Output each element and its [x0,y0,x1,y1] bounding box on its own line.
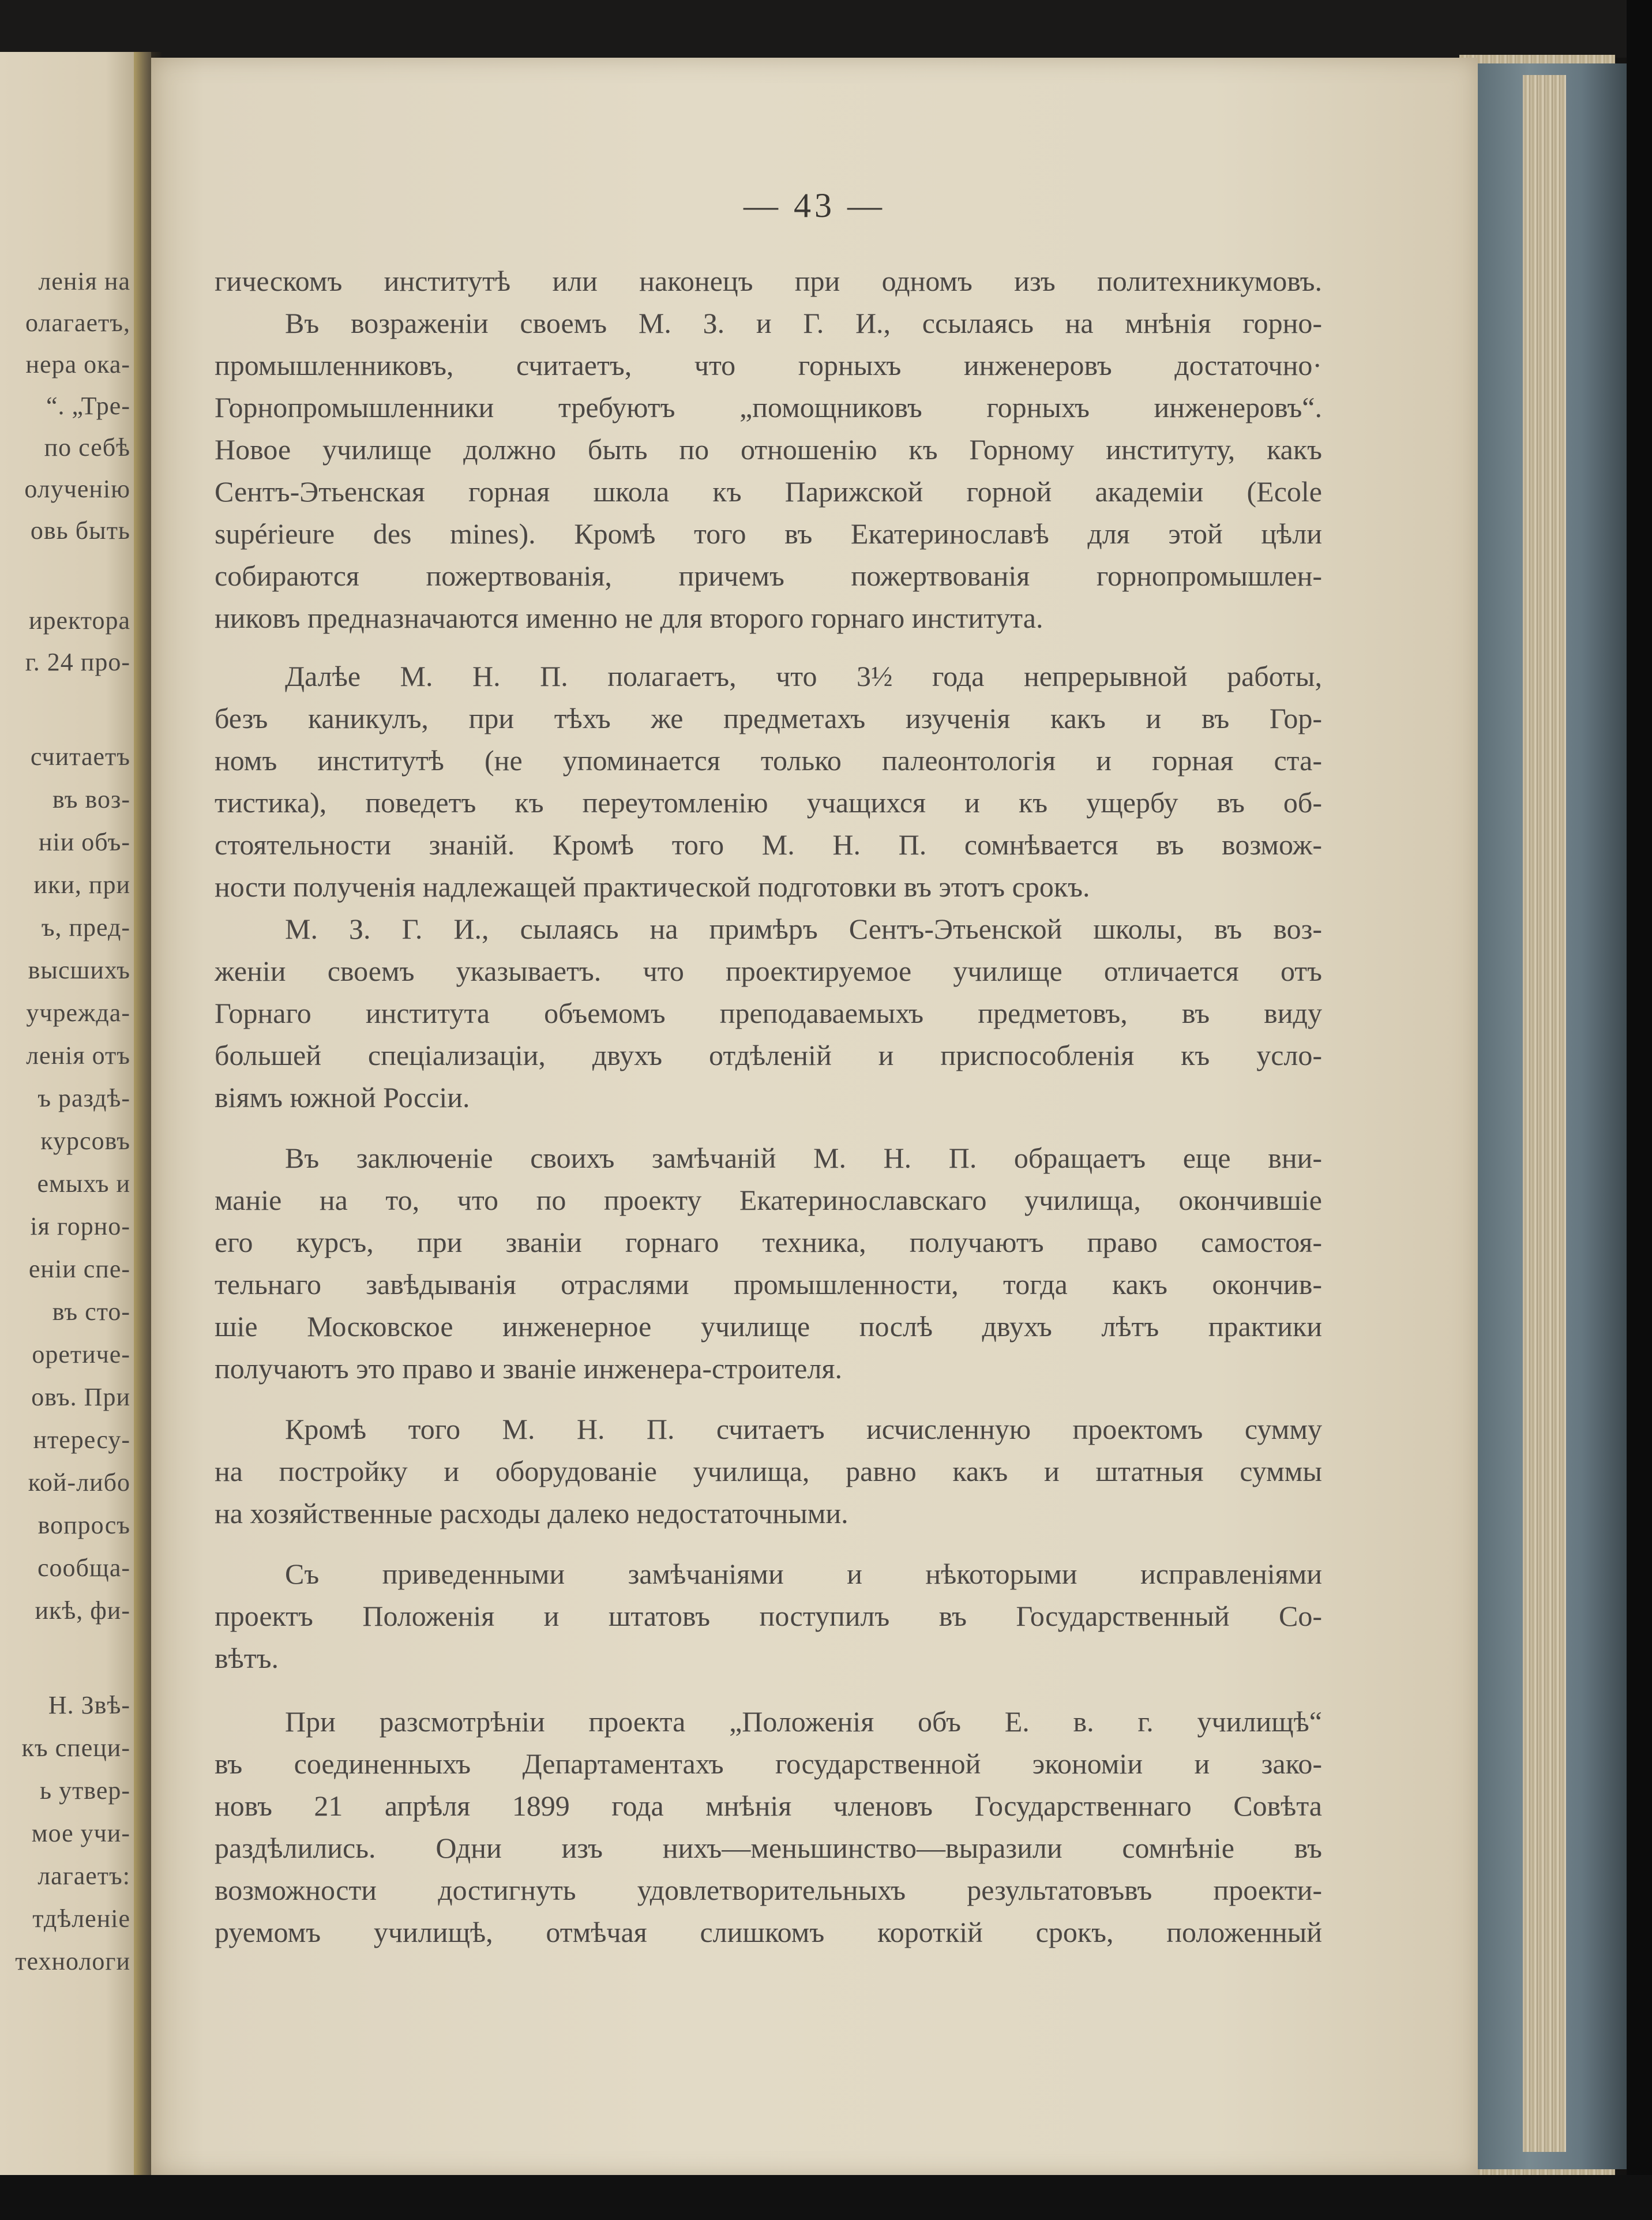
prev-page-line: ики, при [33,871,130,899]
text-line: Горнопромышленники требуютъ „помощниковъ горныхъ инженеровъ“. [215,391,1322,423]
prev-page-line: нера ока- [25,350,130,378]
text-line: собираются пожертвованія, причемъ пожертвованія горнопромышлен- [215,560,1322,592]
text-line: Въ возраженіи своемъ М. З. и Г. И., ссылаясь на мнѣнія горно- [285,307,1322,339]
prev-page-line: ъ раздѣ- [37,1084,130,1112]
text-line: Сентъ-Этьенская горная школа къ Парижской горной академіи (Ecole [215,475,1322,508]
prev-page-line: лагаетъ: [37,1862,130,1890]
prev-page-line: сообща- [37,1554,130,1582]
text-line: номъ институтѣ (не упоминается только палеонтологія и горная ста- [215,744,1322,777]
prev-page-line: тдѣленіе [32,1904,130,1933]
cover-page-edges [1523,75,1566,2152]
scan-background-bottom [0,2175,1652,2220]
text-line: стоятельности знаній. Кромѣ того М. Н. П. сомнѣвается въ возмож- [215,828,1322,861]
text-line: вѣтъ. [215,1642,279,1674]
prev-page-line: овъ. При [31,1383,130,1411]
prev-page-line: мое учи- [31,1819,130,1847]
prev-page-line: вопросъ [37,1511,130,1539]
text-line: supérieure des mines). Кромѣ того въ Екатеринославѣ для этой цѣли [215,518,1322,550]
text-line: Далѣе М. Н. П. полагаетъ, что 3½ года непрерывной работы, [285,660,1322,692]
prev-page-line: ленія на [38,267,130,295]
prev-page-line: икѣ, фи- [35,1596,130,1625]
prev-page-line: олагаетъ, [25,309,130,337]
prev-page-line: г. 24 про- [25,648,130,676]
prev-page-line: учрежда- [26,999,130,1027]
prev-page-line: Н. Звѣ- [48,1691,130,1719]
previous-page [0,52,151,2181]
prev-page-line: “. „Тре- [46,392,130,420]
page-number: — 43 — [744,186,885,224]
text-line: большей спеціализаціи, двухъ отдѣленій и приспособленія къ усло- [215,1039,1322,1071]
prev-page-line: считаетъ [30,742,130,771]
book-page [151,58,1478,2176]
text-line: его курсъ, при званіи горнаго техника, получаютъ право самостоя- [215,1226,1322,1258]
text-line: возможности достигнуть удовлетворительныхъ результатовъвъ проекти- [215,1874,1322,1906]
text-line: Горнаго института объемомъ преподаваемыхъ предметовъ, въ виду [215,997,1322,1029]
text-line: Съ приведенными замѣчаніями и нѣкоторыми исправленіями [285,1558,1322,1590]
text-line: новъ 21 апрѣля 1899 года мнѣнія членовъ Государственнаго Совѣта [215,1790,1322,1822]
prev-page-line: олученію [24,475,130,503]
prev-page-line: емыхъ и [37,1169,130,1198]
text-line: никовъ предназначаются именно не для второго горнаго института. [215,602,1043,634]
text-line: раздѣлились. Одни изъ нихъ—меньшинство—выразили сомнѣніе въ [215,1832,1322,1864]
text-line: на хозяйственные расходы далеко недостаточными. [215,1497,848,1529]
text-line: безъ каникулъ, при тѣхъ же предметахъ изученія какъ и въ Гор- [215,702,1322,734]
prev-page-line: овь быть [30,516,130,545]
prev-page-line: иректора [28,606,130,635]
text-line: руемомъ училищѣ, отмѣчая слишкомъ короткій срокъ, положенный [215,1916,1322,1948]
text-line: тистика), поведетъ къ переутомленію учащихся и къ ущербу въ об- [215,786,1322,819]
text-line: въ соединенныхъ Департаментахъ государственной экономіи и зако- [215,1747,1322,1780]
text-line: віямъ южной Россіи. [215,1081,470,1113]
text-line: тельнаго завѣдыванія отраслями промышленности, тогда какъ окончив- [215,1268,1322,1300]
text-line: ности полученія надлежащей практической подготовки въ этотъ срокъ. [215,871,1090,903]
text-line: шіе Московское инженерное училище послѣ двухъ лѣтъ практики [215,1310,1322,1342]
prev-page-line: въ воз- [52,785,130,813]
prev-page-line: въ сто- [52,1297,130,1326]
text-line: промышленниковъ, считаетъ, что горныхъ инженеровъ достаточно· [215,349,1322,381]
prev-page-line: еніи спе- [28,1255,130,1283]
prev-page-line: технологи [15,1947,130,1975]
prev-page-line: къ специ- [21,1734,130,1762]
text-line: гическомъ институтѣ или наконецъ при одномъ изъ политехникумовъ. [215,265,1322,297]
prev-page-line: по себѣ [44,433,130,462]
prev-page-line: оретиче- [32,1340,130,1368]
prev-page-line: ь утвер- [40,1776,130,1805]
text-line: Кромѣ того М. Н. П. считаетъ исчисленную проектомъ сумму [285,1413,1322,1445]
prev-page-line: нтересу- [33,1426,130,1454]
text-line: М. З. Г. И., сылаясь на примѣръ Сентъ-Этьенской школы, въ воз- [285,913,1322,945]
text-line: Въ заключеніе своихъ замѣчаній М. Н. П. обращаетъ еще вни- [285,1142,1322,1174]
scan-background-top [0,0,1652,58]
scan-background-right [1627,0,1652,2220]
prev-page-line: высшихъ [28,956,130,984]
text-line: на постройку и оборудованіе училища, равно какъ и штатныя суммы [215,1455,1322,1487]
prev-page-line: курсовъ [40,1127,130,1155]
text-line: При разсмотрѣніи проекта „Положенія объ Е. в. г. училищѣ“ [285,1705,1322,1738]
text-line: получаютъ это право и званіе инженера-строителя. [215,1352,842,1385]
prev-page-line: ія горно- [30,1212,130,1240]
text-line: проектъ Положенія и штатовъ поступилъ въ Государственный Со- [215,1600,1322,1632]
prev-page-line: ъ, пред- [41,913,130,942]
text-line: Новое училище должно быть по отношенію къ Горному институту, какъ [215,433,1322,466]
prev-page-line: кой-либо [28,1468,130,1497]
text-line: маніе на то, что по проекту Екатеринославскаго училища, окончившіе [215,1184,1322,1216]
prev-page-line: ленія отъ [26,1041,130,1070]
prev-page-line: ніи объ- [38,828,130,856]
text-line: женіи своемъ указываетъ. что проектируемое училище отличается отъ [215,955,1322,987]
